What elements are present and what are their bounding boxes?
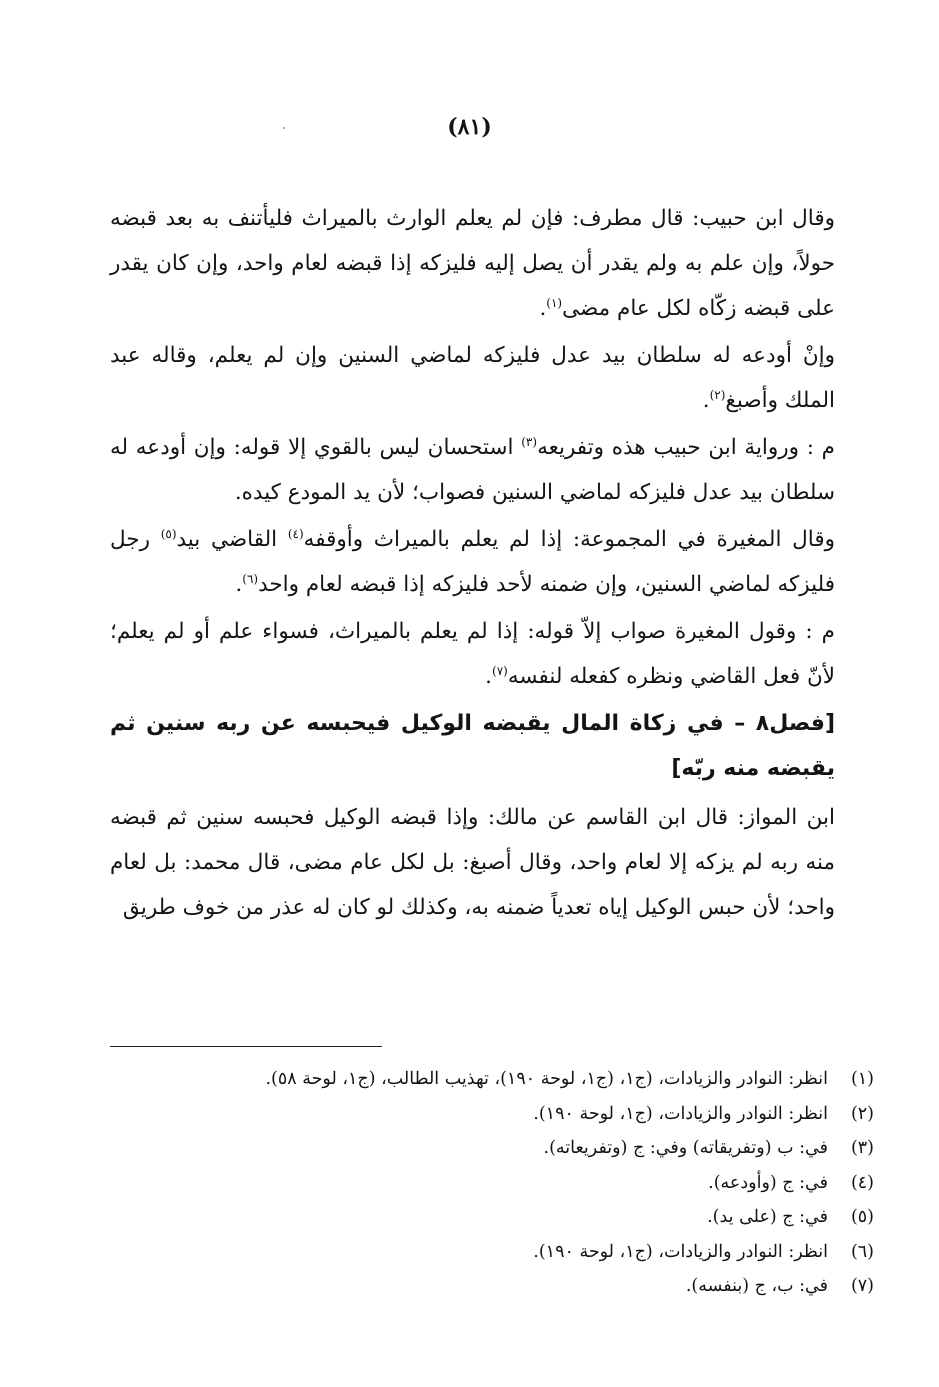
paragraph-text: وإنْ أودعه له سلطان بيد عدل فليزكه لماضي السنين وإن لم يعلم، وقاله عبد الملك وأصبغ: [110, 343, 835, 413]
footnote-item: [110, 1131, 880, 1166]
paragraph-5: [110, 609, 835, 699]
footnote-text: انظر: النوادر والزيادات، (ج١، لوحة ١٩٠).: [533, 1103, 828, 1124]
footnote-text: في: ج (وأودعه).: [708, 1172, 828, 1193]
footnote-item: [110, 1166, 880, 1201]
footnote-ref-7[interactable]: (٧): [492, 663, 508, 678]
footnote-item: [110, 1062, 880, 1097]
paragraph-text: .: [485, 664, 492, 689]
footnote-item: [110, 1200, 880, 1235]
footnote-number: (٢): [850, 1103, 874, 1124]
footnote-text: في: ج (على يد).: [707, 1207, 828, 1227]
footnote-number: (٣): [850, 1138, 874, 1158]
paragraph-text: .: [702, 388, 710, 413]
footnote-number: (١): [850, 1069, 874, 1089]
paragraph-text: استحسان ليس بالقوي إلا قوله: وإن أودعه له سلطان بيد عدل فليزكه لماضي السنين فصواب؛ لأن يد المودع كيده.: [110, 435, 835, 505]
paragraph-text: وقال المغيرة في المجموعة: إذا لم يعلم بالميراث وأوقفه: [303, 527, 836, 552]
footnote-ref-5[interactable]: (٥): [160, 526, 177, 541]
page-number: (٨١): [447, 114, 492, 140]
footnote-item: [110, 1235, 880, 1270]
paragraph-text: .: [235, 572, 243, 597]
closing-paragraph: ابن المواز: قال ابن القاسم عن مالك: وإذا قبضه الوكيل فحبسه سنين ثم قبضه منه ربه لم يزكه إلا لعام واحد، وقال أصبغ: بل لكل عام مضى، قال محمد: بل لعام واحد؛ لأن حبس الوكيل إياه تعدياً ضمنه به، وكذلك لو كان له عذر من خوف طريق: [110, 805, 835, 920]
footnote-ref-1[interactable]: (١): [546, 295, 563, 310]
footnotes-list: [110, 1062, 880, 1304]
section-heading: [فصل٨ – في زكاة المال يقبضه الوكيل فيحبسه عن ربه سنين ثم يقبضه منه ربّه]: [110, 711, 835, 781]
footnote-ref-4[interactable]: (٤): [287, 526, 304, 541]
paragraph-text: وقال ابن حبيب: قال مطرف: فإن لم يعلم الوارث بالميراث فليأتنف به بعد قبضه حولاً، وإن علم به ولم يقدر أن يصل إليه فليزكه إذا قبضه لعام واحد، وإن كان يقدر على قبضه زكّاه لكل عام مضى: [110, 206, 835, 321]
footnote-text: في: ب (وتفريقاته) وفي: ج (وتفريعاته).: [543, 1138, 828, 1158]
footnote-number: (٥): [850, 1207, 874, 1227]
footnote-text: انظر: النوادر والزيادات، (ج١، لوحة ١٩٠).: [533, 1241, 828, 1262]
footnote-text: انظر: النوادر والزيادات، (ج١، (ج١، لوحة ١٩٠)، تهذيب الطالب، (ج١، لوحة ٥٨).: [265, 1069, 828, 1089]
footnote-item: [110, 1269, 880, 1304]
paragraph-text: م : ورواية ابن حبيب هذه وتفريعه: [537, 435, 835, 460]
footnote-number: (٤): [850, 1172, 874, 1193]
paragraph-4: [110, 517, 835, 607]
paragraph-2: [110, 333, 835, 423]
main-text: [110, 196, 835, 932]
paragraph-text: م : وقول المغيرة صواب إلاّ قوله: إذا لم يعلم بالميراث، فسواء علم أو لم يعلم؛ لأنّ فعل القاضي ونظره كفعله لنفسه: [110, 619, 835, 689]
paragraph-text: القاضي بيد: [176, 527, 288, 552]
footnote-text: في: ب، ج (بنفسه).: [685, 1276, 828, 1296]
footnote-item: [110, 1097, 880, 1132]
footnote-number: (٦): [850, 1241, 874, 1262]
footnote-divider: [110, 1046, 382, 1047]
paragraph-1: [110, 196, 835, 331]
paragraph-text: رجل فليزكه لماضي السنين، وإن ضمنه لأحد فليزكه إذا قبضه لعام واحد: [110, 527, 835, 597]
footnote-ref-2[interactable]: (٢): [709, 387, 726, 402]
paragraph-text: .: [539, 296, 547, 321]
paragraph-3: [110, 425, 835, 515]
footnote-number: (٧): [850, 1276, 874, 1296]
footnote-ref-3[interactable]: (٣): [521, 434, 538, 449]
footnote-ref-6[interactable]: (٦): [242, 571, 259, 586]
